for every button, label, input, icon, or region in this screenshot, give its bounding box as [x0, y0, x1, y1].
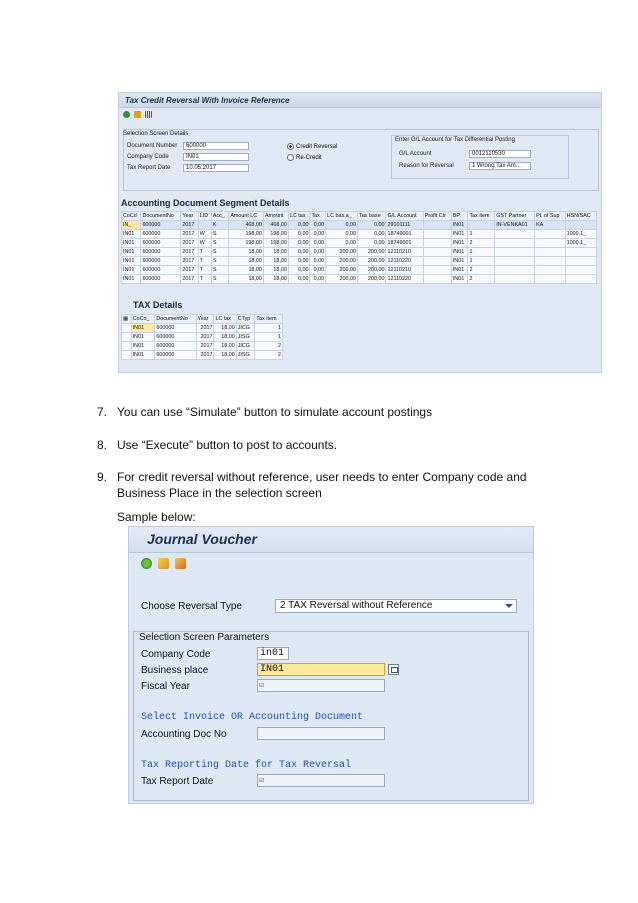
- table-cell: 18749001: [386, 230, 423, 239]
- business-place-input[interactable]: IN01: [257, 663, 385, 676]
- table-cell: [495, 239, 535, 248]
- fiscal-year-input[interactable]: [257, 679, 385, 692]
- table-cell: 2017: [181, 221, 198, 230]
- table-cell: 200,00: [326, 266, 358, 275]
- table-cell: IN01: [122, 266, 141, 275]
- row-selector[interactable]: [122, 324, 132, 333]
- table-cell: 18749001: [386, 239, 423, 248]
- table-cell: 2: [468, 266, 495, 275]
- table-cell: 600000: [141, 230, 181, 239]
- table-cell: [495, 248, 535, 257]
- table-cell: 200,00: [358, 257, 386, 266]
- table-cell: [468, 221, 495, 230]
- table-cell: 0,00: [288, 239, 310, 248]
- table-cell: 2017: [196, 342, 214, 351]
- table-cell: W: [198, 230, 211, 239]
- table-cell: 2017: [181, 266, 198, 275]
- table-cell: 198,00: [229, 239, 264, 248]
- table-cell: 0,00: [326, 239, 358, 248]
- table-cell: 1: [468, 257, 495, 266]
- table-cell: 0,00: [310, 266, 326, 275]
- table-cell: 18,00: [229, 266, 264, 275]
- row-selector[interactable]: [122, 342, 132, 351]
- accounting-doc-input[interactable]: [257, 727, 385, 740]
- table-cell: 2017: [196, 351, 214, 360]
- table-cell: 12110210: [386, 248, 423, 257]
- segment-column-header[interactable]: LC bas.a_: [326, 212, 358, 221]
- selection-frame-title: Selection Screen Details: [123, 131, 189, 137]
- segment-column-header[interactable]: BP: [451, 212, 468, 221]
- table-cell: IN01: [122, 248, 141, 257]
- table-cell: S: [211, 257, 228, 266]
- gl-account-label: G/L Account: [399, 151, 432, 157]
- table-cell: 600000: [141, 239, 181, 248]
- table-cell: [495, 230, 535, 239]
- table-cell: 18,00: [214, 342, 236, 351]
- table-cell: IN01: [451, 266, 468, 275]
- table-cell: JICG: [236, 342, 255, 351]
- post-icon[interactable]: [175, 558, 186, 569]
- table-row[interactable]: [122, 333, 283, 342]
- table-cell: 18,00: [229, 257, 264, 266]
- table-cell: T: [198, 275, 211, 284]
- table-cell: 1000.1_: [565, 230, 596, 239]
- table-row[interactable]: [122, 230, 597, 239]
- table-cell: 18,00: [214, 333, 236, 342]
- table-cell: 2017: [181, 257, 198, 266]
- table-cell: 18,00: [263, 266, 288, 275]
- table-cell: [423, 275, 451, 284]
- tax-column-header[interactable]: Year: [196, 315, 214, 324]
- segment-column-header[interactable]: Tax item: [468, 212, 495, 221]
- table-cell: [535, 248, 566, 257]
- checkbox-icon: ☑: [259, 681, 264, 690]
- table-cell: 200,00: [326, 257, 358, 266]
- segment-column-header[interactable]: LC tax: [288, 212, 310, 221]
- table-cell: T: [198, 248, 211, 257]
- table-cell: 200,00: [326, 248, 358, 257]
- table-cell: IN01: [131, 324, 155, 333]
- table-cell: 18,00: [263, 248, 288, 257]
- reason-dropdown[interactable]: 1 Wrong Tax Am...: [469, 162, 531, 170]
- table-cell: 18,00: [229, 275, 264, 284]
- tax-report-date-field[interactable]: 10.05.2017: [183, 164, 249, 172]
- segment-section-title: Accounting Document Segment Details: [121, 198, 290, 208]
- journal-voucher-screenshot: [128, 526, 534, 804]
- segment-column-header[interactable]: Acc_: [211, 212, 228, 221]
- tax-report-date-label: Tax Report Date: [141, 776, 214, 787]
- reversal-type-dropdown[interactable]: 2 TAX Reversal without Reference: [275, 599, 517, 613]
- segment-column-header[interactable]: Tax base: [358, 212, 386, 221]
- table-cell: 18,00: [214, 324, 236, 333]
- table-cell: 12110210: [386, 266, 423, 275]
- table-cell: [423, 248, 451, 257]
- toolbar: [119, 108, 601, 121]
- table-cell: [565, 248, 596, 257]
- table-cell: 0,00: [288, 230, 310, 239]
- table-cell: 200,00: [326, 275, 358, 284]
- table-cell: IN01: [451, 221, 468, 230]
- select-all-icon[interactable]: ▦: [122, 315, 132, 324]
- accounting-doc-label: Accounting Doc No: [141, 729, 227, 740]
- tax-reporting-date-heading: Tax Reporting Date for Tax Reversal: [141, 760, 352, 771]
- checkbox-icon: ☑: [259, 776, 264, 785]
- table-cell: [535, 275, 566, 284]
- table-cell: 198,00: [263, 239, 288, 248]
- table-cell: [565, 266, 596, 275]
- screen-title: Tax Credit Reversal With Invoice Reference: [119, 93, 601, 108]
- table-cell: 0,00: [310, 248, 326, 257]
- segment-column-header[interactable]: Profit Ctr: [423, 212, 451, 221]
- table-cell: K: [211, 221, 228, 230]
- step-8: 8. Use “Execute” button to post to accounts.: [97, 438, 338, 452]
- table-cell: 2: [255, 342, 283, 351]
- tax-column-header[interactable]: CoCo_: [131, 315, 155, 324]
- table-cell: 1000.1_: [565, 239, 596, 248]
- table-cell: IN01: [451, 239, 468, 248]
- row-selector[interactable]: [122, 351, 132, 360]
- value-help-icon[interactable]: [388, 664, 399, 675]
- tax-column-header[interactable]: Tax item: [255, 315, 283, 324]
- table-cell: IN01: [451, 257, 468, 266]
- table-cell: [423, 257, 451, 266]
- table-cell: 468,00: [229, 221, 264, 230]
- table-cell: IN01: [131, 342, 155, 351]
- tax-details-table: [121, 314, 283, 360]
- tax-report-date-input[interactable]: [257, 774, 385, 787]
- radio-unselected-icon: [287, 154, 294, 161]
- step-9: 9. For credit reversal without reference, user needs to enter Company code and Business Place in the selection screen: [97, 470, 527, 500]
- table-cell: 0,00: [358, 221, 386, 230]
- table-cell: [535, 239, 566, 248]
- table-cell: 2: [255, 351, 283, 360]
- table-cell: [535, 230, 566, 239]
- table-cell: 1: [468, 248, 495, 257]
- company-code-input[interactable]: in01: [257, 647, 289, 660]
- table-cell: 200,00: [358, 266, 386, 275]
- table-row[interactable]: [122, 221, 597, 230]
- table-cell: 0,00: [288, 275, 310, 284]
- table-cell: [423, 239, 451, 248]
- table-cell: IN01: [451, 230, 468, 239]
- table-cell: IN01: [122, 257, 141, 266]
- segment-column-header[interactable]: Amount: [263, 212, 288, 221]
- table-cell: IN01: [131, 351, 155, 360]
- table-cell: 0,00: [358, 239, 386, 248]
- table-cell: [495, 266, 535, 275]
- table-cell: 600000: [141, 257, 181, 266]
- table-cell: JISG: [236, 351, 255, 360]
- chevron-down-icon: [505, 604, 513, 608]
- gl-account-field[interactable]: 0012110530: [469, 150, 531, 158]
- table-row[interactable]: [122, 266, 597, 275]
- table-cell: 0,00: [326, 221, 358, 230]
- table-cell: 0,00: [288, 221, 310, 230]
- execute-icon[interactable]: [123, 111, 130, 118]
- table-cell: [495, 257, 535, 266]
- table-cell: [423, 221, 451, 230]
- table-row[interactable]: [122, 257, 597, 266]
- table-cell: [565, 257, 596, 266]
- select-invoice-heading: Select Invoice OR Accounting Document: [141, 712, 364, 723]
- table-cell: S: [211, 230, 228, 239]
- company-code-label: Company Code: [141, 649, 211, 660]
- table-cell: 1: [255, 324, 283, 333]
- table-cell: T: [198, 266, 211, 275]
- table-cell: 18,00: [263, 275, 288, 284]
- toolbar: [141, 558, 186, 569]
- table-cell: 600000: [155, 324, 196, 333]
- segment-column-header[interactable]: HSN/SAC: [565, 212, 596, 221]
- table-cell: S: [211, 275, 228, 284]
- table-cell: S: [211, 248, 228, 257]
- segment-column-header[interactable]: Amount LC: [229, 212, 264, 221]
- table-cell: S: [211, 266, 228, 275]
- tax-details-title: TAX Details: [133, 300, 183, 310]
- step-7: 7. You can use “Simulate” button to simulate account postings: [97, 405, 433, 419]
- fiscal-year-label: Fiscal Year: [141, 681, 190, 692]
- table-cell: [423, 230, 451, 239]
- table-cell: 600000: [155, 333, 196, 342]
- document-number-field[interactable]: 600000: [183, 142, 249, 150]
- table-cell: 600000: [155, 342, 196, 351]
- segment-column-header[interactable]: Pl. of Sup: [535, 212, 566, 221]
- table-cell: 12110220: [386, 275, 423, 284]
- table-cell: 0,00: [310, 257, 326, 266]
- segment-column-header[interactable]: DocumentNo: [141, 212, 181, 221]
- segment-column-header[interactable]: G/L Account: [386, 212, 423, 221]
- table-cell: IN01: [131, 333, 155, 342]
- table-cell: 12110220: [386, 257, 423, 266]
- gl-box-title: Enter G/L Account for Tax Differential Posting: [395, 137, 515, 143]
- reason-label: Reason for Reversal: [399, 163, 454, 169]
- table-row[interactable]: [122, 324, 283, 333]
- tax-credit-reversal-screenshot: [118, 92, 602, 373]
- table-cell: 200,00: [358, 275, 386, 284]
- table-cell: IN01: [122, 239, 141, 248]
- table-cell: 198,00: [229, 230, 264, 239]
- table-row[interactable]: [122, 342, 283, 351]
- simulate-icon[interactable]: [134, 111, 141, 118]
- segment-column-header[interactable]: Year: [181, 212, 198, 221]
- table-cell: JICG: [236, 324, 255, 333]
- table-cell: KA: [535, 221, 566, 230]
- table-cell: 2: [468, 275, 495, 284]
- table-cell: 200,00: [358, 248, 386, 257]
- table-row[interactable]: [122, 239, 597, 248]
- table-row[interactable]: [122, 248, 597, 257]
- tax-column-header[interactable]: LC tax: [214, 315, 236, 324]
- table-cell: 0,00: [310, 230, 326, 239]
- table-cell: 1: [468, 230, 495, 239]
- table-cell: IN01: [451, 275, 468, 284]
- tax-column-header[interactable]: DocumentNo: [155, 315, 196, 324]
- execute-icon[interactable]: [141, 558, 152, 569]
- table-cell: [565, 221, 596, 230]
- company-code-field[interactable]: IN01: [183, 153, 249, 161]
- business-place-label: Business place: [141, 665, 209, 676]
- table-cell: 2017: [181, 239, 198, 248]
- table-cell: 18,00: [263, 257, 288, 266]
- tax-report-date-label: Tax Report Date: [127, 165, 171, 171]
- table-cell: 2017: [196, 333, 214, 342]
- segment-column-header[interactable]: GST Partner: [495, 212, 535, 221]
- table-cell: 0,00: [288, 257, 310, 266]
- table-cell: 1: [255, 333, 283, 342]
- table-cell: 0,00: [310, 275, 326, 284]
- table-cell: [495, 275, 535, 284]
- segment-column-header[interactable]: LID: [198, 212, 211, 221]
- table-cell: 600000: [141, 275, 181, 284]
- table-cell: 600000: [141, 266, 181, 275]
- table-cell: 0,00: [288, 248, 310, 257]
- table-cell: 18,00: [229, 248, 264, 257]
- table-cell: 600000: [155, 351, 196, 360]
- table-cell: 2017: [196, 324, 214, 333]
- radio-selected-icon: [287, 143, 294, 150]
- table-cell: IN01: [122, 275, 141, 284]
- table-cell: 198,00: [263, 230, 288, 239]
- table-cell: 468,00: [263, 221, 288, 230]
- table-cell: IN01: [122, 230, 141, 239]
- table-cell: S: [211, 239, 228, 248]
- document-number-label: Document Number: [127, 143, 178, 149]
- table-row[interactable]: [122, 275, 597, 284]
- table-cell: 600000: [141, 221, 181, 230]
- credit-reversal-radio[interactable]: Credit Reversal: [287, 143, 337, 150]
- re-credit-radio[interactable]: Re-Credit: [287, 154, 322, 161]
- selection-parameters-title: Selection Screen Parameters: [139, 632, 270, 643]
- table-row[interactable]: [122, 351, 283, 360]
- table-cell: [535, 257, 566, 266]
- table-cell: 0,00: [326, 230, 358, 239]
- table-cell: 0,00: [310, 239, 326, 248]
- table-cell: 600000: [141, 248, 181, 257]
- tax-column-header[interactable]: CTyp: [236, 315, 255, 324]
- segment-column-header[interactable]: CoCd: [122, 212, 141, 221]
- journal-voucher-title: Journal Voucher: [129, 527, 533, 553]
- grid-icon[interactable]: [145, 111, 152, 118]
- table-cell: [535, 266, 566, 275]
- table-cell: [565, 275, 596, 284]
- table-cell: 18,00: [214, 351, 236, 360]
- table-cell: W: [198, 239, 211, 248]
- row-selector[interactable]: [122, 333, 132, 342]
- table-cell: 0,00: [358, 230, 386, 239]
- table-cell: 0,00: [310, 221, 326, 230]
- table-cell: IN-VENKA01: [495, 221, 535, 230]
- table-cell: JISG: [236, 333, 255, 342]
- segment-table: [121, 211, 597, 284]
- table-cell: 2017: [181, 248, 198, 257]
- table-cell: 0,00: [288, 266, 310, 275]
- segment-column-header[interactable]: Tax: [310, 212, 326, 221]
- table-cell: T: [198, 257, 211, 266]
- table-cell: [198, 221, 211, 230]
- table-cell: 2017: [181, 275, 198, 284]
- reversal-type-label: Choose Reversal Type: [141, 601, 242, 612]
- table-cell: IN_: [122, 221, 141, 230]
- simulate-icon[interactable]: [158, 558, 169, 569]
- table-cell: [423, 266, 451, 275]
- table-cell: 2: [468, 239, 495, 248]
- table-cell: 2017: [181, 230, 198, 239]
- sample-label: Sample below:: [117, 510, 196, 524]
- company-code-label: Company Code: [127, 154, 169, 160]
- table-cell: IN01: [451, 248, 468, 257]
- table-cell: 29101111: [386, 221, 423, 230]
